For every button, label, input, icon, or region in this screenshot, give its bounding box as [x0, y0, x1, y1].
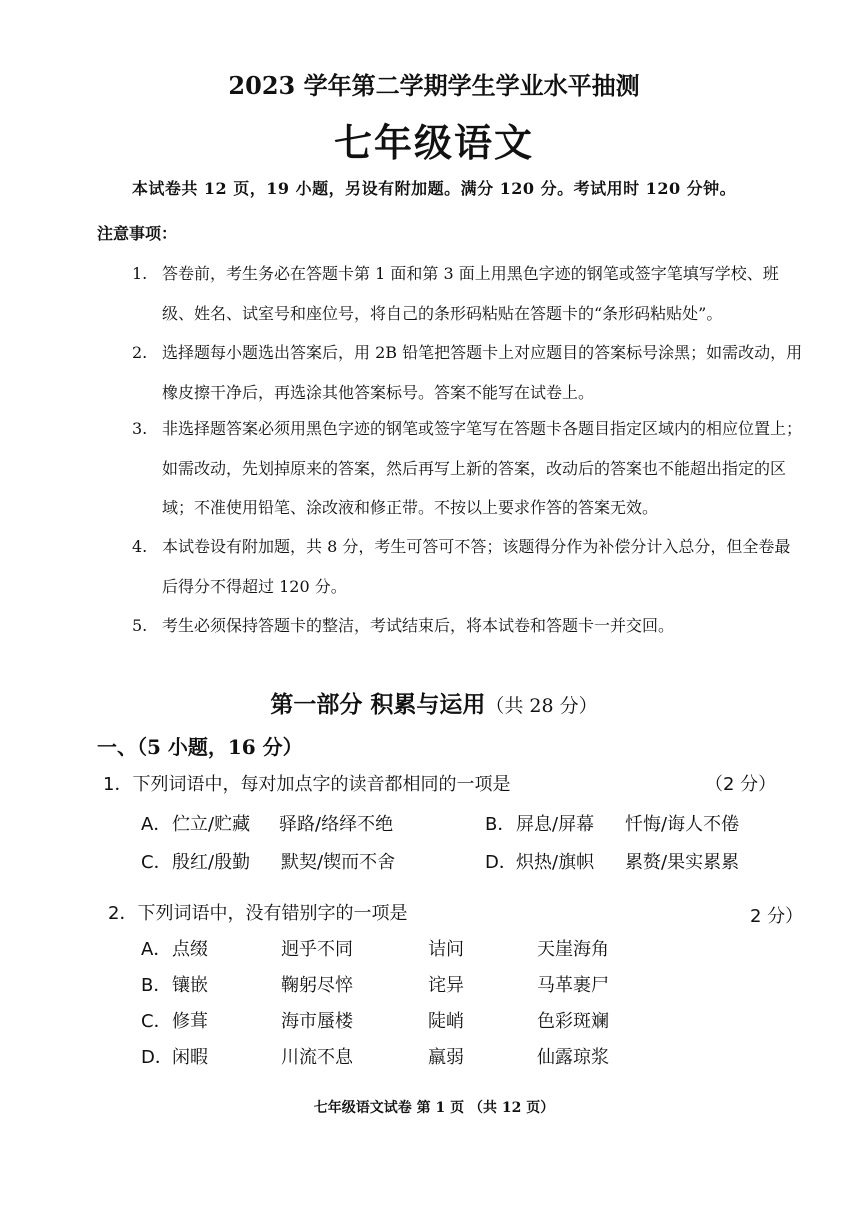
- q2-option-word: 陡峭: [428, 1011, 464, 1032]
- question-1-score: （2 分）: [705, 774, 777, 795]
- notice-item-number: 1.: [132, 264, 148, 283]
- notice-item-number: 2.: [132, 343, 148, 362]
- part-title-score: （共 28 分）: [485, 695, 598, 717]
- question-2-stem: 2．下列词语中，没有错别字的一项是: [108, 903, 408, 924]
- q1-option-label: C．: [141, 852, 172, 873]
- notice-item-text: 非选择题答案必须用黑色字迹的钢笔或签字笔写在答题卡各题目指定区域内的相应位置上；如需改动，先划掉原来的答案，然后再写上新的答案，改动后的答案也不能超出指定的区域；不准使用铅笔、涂改液和修正带。不按以上要求作答的答案无效。: [162, 419, 803, 517]
- exam-title: 2023 学年第二学期学生学业水平抽测: [228, 71, 640, 100]
- q2-option-label: B．: [141, 975, 172, 996]
- q1-option-label: B．: [485, 814, 516, 835]
- q1-option-label: D．: [485, 852, 517, 873]
- q2-option-label: C．: [141, 1011, 172, 1032]
- q2-option-label: A．: [141, 939, 172, 960]
- q2-option-word: 川流不息: [281, 1047, 353, 1068]
- subject-title: 七年级语文: [333, 120, 534, 165]
- q2-option-word: 羸弱: [428, 1047, 464, 1068]
- notice-item-number: 5.: [132, 616, 148, 635]
- notice-item-number: 4.: [132, 537, 148, 556]
- q2-option-word: 马革裹尸: [537, 975, 609, 996]
- section-title: 一、（5 小题，16 分）: [97, 735, 303, 759]
- q1-option-word: 殷红/殷勤: [172, 852, 251, 873]
- exam-intro: 本试卷共 12 页，19 小题，另设有附加题。满分 120 分。考试用时 120 分钟。: [131, 179, 737, 198]
- notice-item-text: 本试卷设有附加题，共 8 分，考生可答可不答；该题得分作为补偿分计入总分，但全卷最后得分不得超过 120 分。: [162, 537, 791, 596]
- q2-option-label: D．: [141, 1047, 173, 1068]
- q2-option-word: 天崖海角: [537, 939, 609, 960]
- q2-option-word: 镶嵌: [172, 975, 208, 996]
- notice-item-text: 答卷前，考生务必在答题卡第 1 面和第 3 面上用黑色字迹的钢笔或签字笔填写学校、班级、姓名、试室号和座位号，将自己的条形码粘贴在答题卡的“条形码粘贴处”。: [162, 264, 779, 323]
- part-title-main: 第一部分 积累与运用: [270, 691, 486, 718]
- part-title: [0, 686, 868, 719]
- q1-option-word: 驿路/络绎不绝: [279, 814, 394, 835]
- question-2-score: 2 分）: [750, 906, 804, 927]
- notice-item: [132, 527, 804, 606]
- question-1-stem: 1．下列词语中，每对加点字的读音都相同的一项是: [103, 774, 511, 795]
- notice-item: [132, 606, 804, 646]
- q2-option-word: 诘问: [428, 939, 464, 960]
- q1-option-word: 炽热/旗帜: [516, 852, 595, 873]
- q1-option-word: 伫立/贮藏: [172, 814, 251, 835]
- q2-option-word: 鞠躬尽悴: [281, 975, 353, 996]
- notice-item-number: 3.: [132, 419, 148, 438]
- q2-option-word: 诧异: [428, 975, 464, 996]
- q2-option-word: 迥乎不同: [281, 939, 353, 960]
- page-footer: 七年级语文试卷 第 1 页 （共 12 页）: [313, 1100, 555, 1116]
- q2-option-word: 点缀: [172, 939, 208, 960]
- q1-option-word: 屏息/屏幕: [516, 814, 595, 835]
- notice-item-text: 选择题每小题选出答案后，用 2B 铅笔把答题卡上对应题目的答案标号涂黑；如需改动，用橡皮擦干净后，再选涂其他答案标号。答案不能写在试卷上。: [162, 343, 803, 402]
- notice-item: [132, 333, 804, 412]
- notice-item-text: 考生必须保持答题卡的整洁，考试结束后，将本试卷和答题卡一并交回。: [162, 616, 675, 635]
- q2-option-word: 色彩斑斓: [537, 1011, 609, 1032]
- q1-option-label: A．: [141, 814, 172, 835]
- notice-title: 注意事项：: [97, 224, 178, 243]
- q2-option-word: 修葺: [172, 1011, 208, 1032]
- q1-option-word: 累赘/果实累累: [625, 852, 740, 873]
- q2-option-word: 仙露琼浆: [537, 1047, 609, 1068]
- q2-option-word: 海市蜃楼: [281, 1011, 353, 1032]
- notice-item: [132, 254, 804, 333]
- q1-option-word: 默契/锲而不舍: [281, 852, 396, 873]
- q1-option-word: 忏悔/诲人不倦: [625, 814, 740, 835]
- notice-item: [132, 409, 804, 528]
- q2-option-word: 闲暇: [172, 1047, 208, 1068]
